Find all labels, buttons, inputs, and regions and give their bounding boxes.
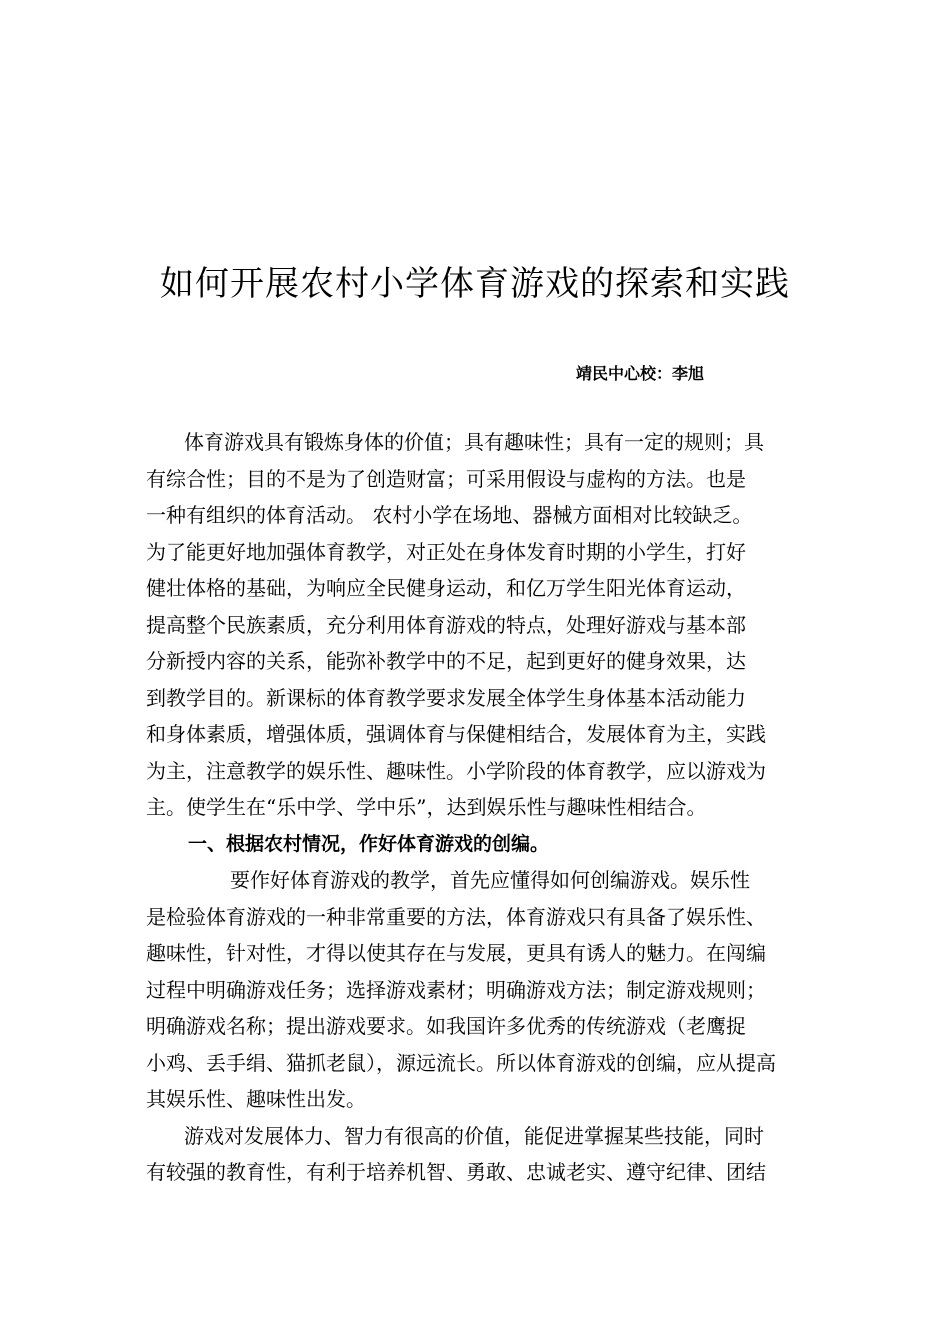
section-heading: 一、根据农村情况，作好体育游戏的创编。 bbox=[188, 832, 550, 855]
paragraph-intro bbox=[146, 424, 816, 826]
document-body bbox=[146, 424, 816, 1191]
text-line: 其娱乐性、趣味性出发。 bbox=[146, 1087, 366, 1111]
text-line: 提高整个民族素质，充分利用体育游戏的特点，处理好游戏与基本部 bbox=[146, 612, 746, 637]
text-line: 过程中明确游戏任务；选择游戏素材；明确游戏方法；制定游戏规则； bbox=[146, 977, 766, 1002]
text-line: 分新授内容的关系，能弥补教学中的不足，起到更好的健身效果，达 bbox=[146, 649, 746, 673]
paragraph-games-value bbox=[146, 1118, 816, 1191]
text-line: 和身体素质，增强体质，强调体育与保健相结合，发展体育为主，实践 bbox=[146, 722, 766, 746]
text-line: 小鸡、丢手绢、猫抓老鼠），源远流长。所以体育游戏的创编，应从提高 bbox=[146, 1050, 776, 1075]
text-line: 体育游戏具有锻炼身体的价值；具有趣味性；具有一定的规则；具 bbox=[184, 430, 764, 454]
text-line: 有综合性；目的不是为了创造财富；可采用假设与虚构的方法。也是 bbox=[146, 466, 746, 491]
document-title: 如何开展农村小学体育游戏的探索和实践 bbox=[160, 264, 790, 304]
text-line: 明确游戏名称；提出游戏要求。如我国许多优秀的传统游戏（老鹰捉 bbox=[146, 1014, 746, 1038]
text-line: 趣味性，针对性，才得以使其存在与发展，更具有诱人的魅力。在闯编 bbox=[146, 941, 766, 965]
text-line: 主。使学生在“乐中学、学中乐”，达到娱乐性与趣味性相结合。 bbox=[146, 795, 707, 819]
text-line: 到教学目的。新课标的体育教学要求发展全体学生身体基本活动能力 bbox=[146, 685, 746, 710]
text-line: 健壮体格的基础，为响应全民健身运动，和亿万学生阳光体育运动， bbox=[146, 576, 746, 600]
text-line: 为了能更好地加强体育教学，对正处在身体发育时期的小学生，打好 bbox=[146, 539, 746, 564]
text-line: 要作好体育游戏的教学，首先应懂得如何创编游戏。娱乐性 bbox=[230, 868, 750, 892]
text-line: 为主，注意教学的娱乐性、趣味性。小学阶段的体育教学，应以游戏为 bbox=[146, 758, 766, 783]
text-line: 一种有组织的体育活动。 农村小学在场地、器械方面相对比较缺乏。 bbox=[146, 503, 753, 527]
text-line: 游戏对发展体力、智力有很高的价值，能促进掌握某些技能，同时 bbox=[184, 1123, 764, 1148]
text-line: 是检验体育游戏的一种非常重要的方法，体育游戏只有具备了娱乐性、 bbox=[146, 904, 766, 929]
author-line: 靖民中心校：李旭 bbox=[576, 364, 705, 383]
text-line: 有较强的教育性，有利于培养机智、勇敢、忠诚老实、遵守纪律、团结 bbox=[146, 1160, 766, 1184]
paragraph-section1 bbox=[146, 862, 816, 1118]
